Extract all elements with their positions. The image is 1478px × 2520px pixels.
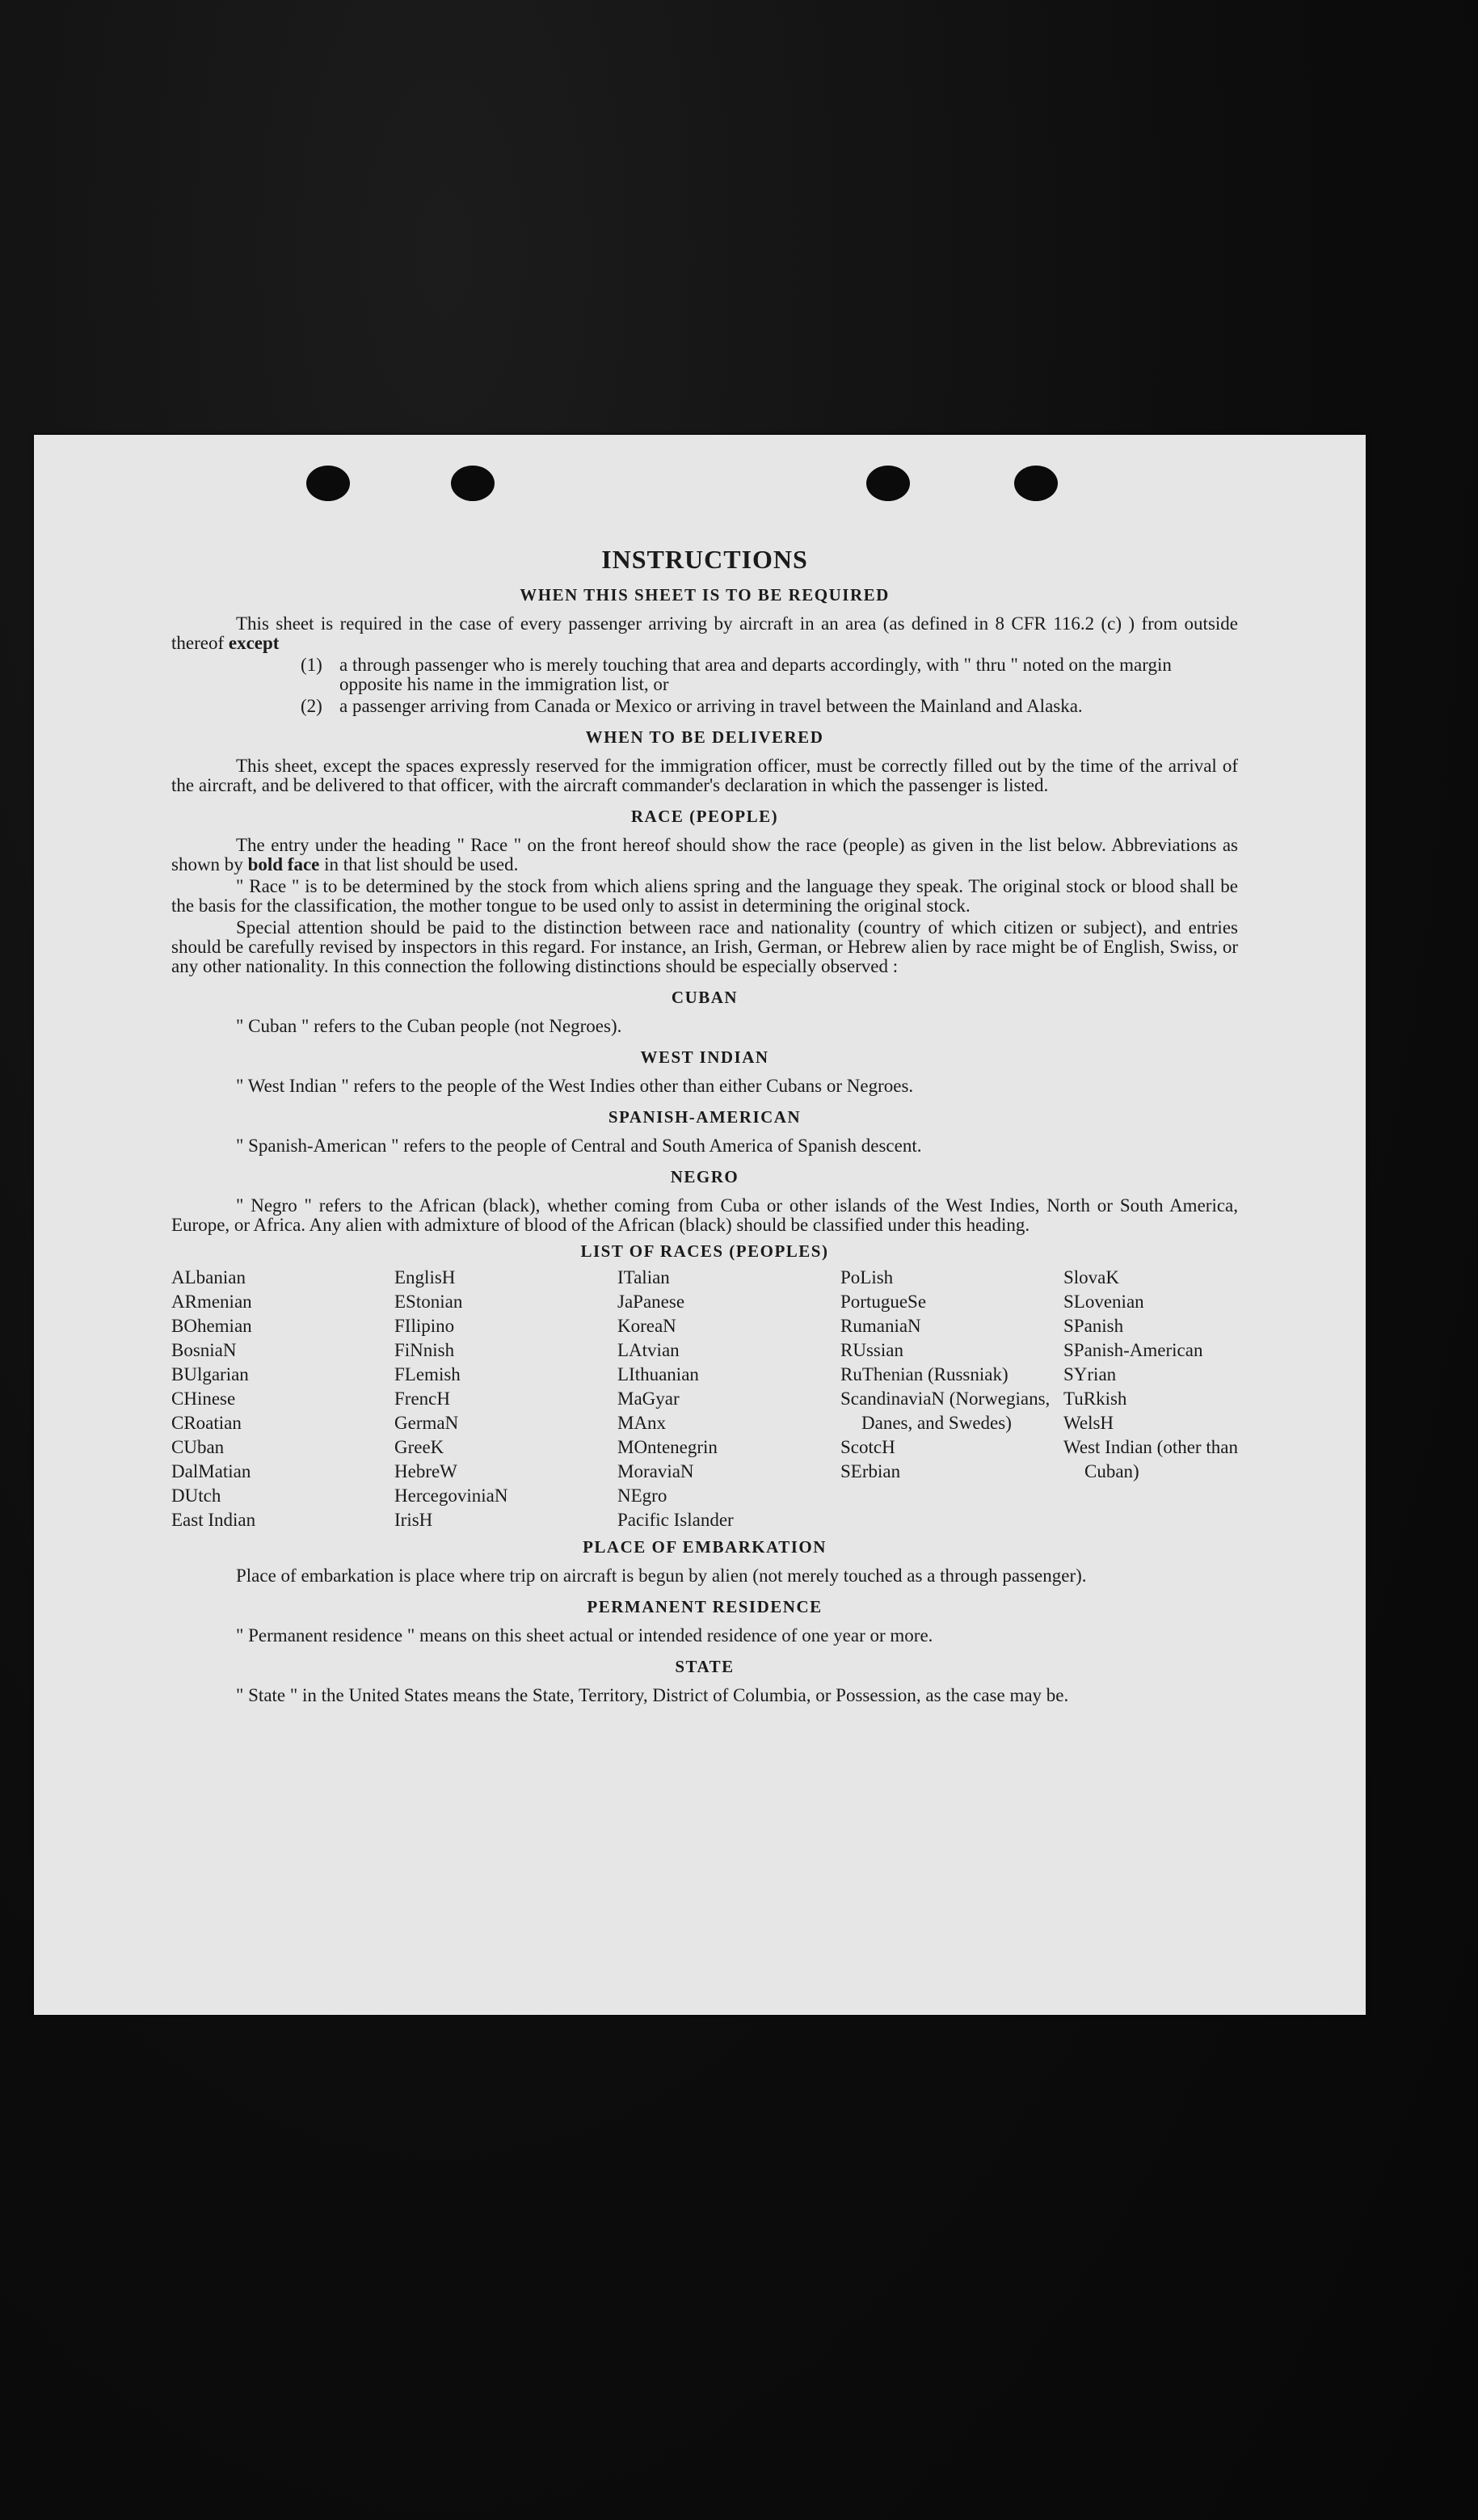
race-entry: BosniaN (171, 1340, 237, 1360)
race-entry: MOntenegrin (617, 1437, 718, 1457)
race-paragraph: " Race " is to be determined by the stock from which aliens spring and the language they speak. The original stock or blood shall be the basis for the classification, the mother tongue to be used only to assist in determining the original stock. (171, 876, 1238, 916)
section-heading-list-of-races: LIST OF RACES (PEOPLES) (580, 1241, 829, 1261)
race-entry: RuThenian (Russniak) (840, 1364, 1008, 1384)
race-paragraph: The entry under the heading " Race " on the front hereof should show the race (people) as given in the list below. Abbreviations as shown by bold face in that list should be used. (171, 835, 1238, 874)
races-table (171, 1266, 1238, 1532)
race-entry: RumaniaN (840, 1316, 921, 1336)
section-heading-delivered: WHEN TO BE DELIVERED (585, 727, 824, 747)
race-entry: ALbanian (171, 1267, 246, 1287)
race-entry: EnglisH (394, 1267, 456, 1287)
race-entry: HercegoviniaN (394, 1485, 508, 1506)
residence-text: " Permanent residence " means on this sheet actual or intended residence of one year or more. (236, 1625, 933, 1646)
section-heading-required: WHEN THIS SHEET IS TO BE REQUIRED (520, 585, 890, 605)
race-entry: MoraviaN (617, 1461, 694, 1481)
races-column (617, 1266, 840, 1532)
race-entry: ScandinaviaN (Norwegians, Danes, and Swedes) (840, 1389, 1051, 1433)
section-heading-embarkation: PLACE OF EMBARKATION (583, 1537, 827, 1557)
section-heading-west-indian: WEST INDIAN (640, 1047, 769, 1067)
race-entry: FIlipino (394, 1316, 455, 1336)
race-entry: TuRkish (1063, 1389, 1127, 1409)
delivered-text: This sheet, except the spaces expressly reserved for the immigration officer, must be correctly filled out by the time of the arrival of the aircraft, and be delivered to that officer, with the aircraft commander's declaration in which the passenger is listed. (171, 756, 1238, 795)
document-body (171, 545, 1238, 1708)
race-entry: SlovaK (1063, 1267, 1119, 1287)
section-heading-spanish-american: SPANISH-AMERICAN (608, 1107, 802, 1127)
race-entry: CHinese (171, 1389, 236, 1409)
race-entry: DUtch (171, 1485, 221, 1506)
west-indian-text: " West Indian " refers to the people of the West Indies other than either Cubans or Negroes. (236, 1076, 914, 1096)
race-entry: SPanish-American (1063, 1340, 1203, 1360)
race-entry: FrencH (394, 1389, 450, 1409)
race-entry: LAtvian (617, 1340, 680, 1360)
punch-hole (1014, 466, 1058, 501)
race-entry: BOhemian (171, 1316, 252, 1336)
race-entry: East Indian (171, 1510, 256, 1530)
punch-hole (451, 466, 495, 501)
race-entry: SErbian (840, 1461, 901, 1481)
spanish-american-text: " Spanish-American " refers to the people of Central and South America of Spanish descent. (236, 1136, 922, 1156)
race-entry: DalMatian (171, 1461, 251, 1481)
state-text: " State " in the United States means the State, Territory, District of Columbia, or Possession, as the case may be. (236, 1685, 1069, 1705)
race-paragraph: Special attention should be paid to the distinction between race and nationality (country of which citizen or subject), and entries should be carefully revised by inspectors in this regard. For instance, an Irish, German, or Hebrew alien by race might be of English, Swiss, or any other nationality. In this connection the following distinctions should be especially observed : (171, 917, 1238, 976)
race-entry: Pacific Islander (617, 1510, 734, 1530)
section-heading-cuban: CUBAN (671, 988, 739, 1007)
race-entry: RUssian (840, 1340, 903, 1360)
race-entry: EStonian (394, 1292, 463, 1312)
race-entry: KoreaN (617, 1316, 676, 1336)
race-entry: SPanish (1063, 1316, 1124, 1336)
race-entry: BUlgarian (171, 1364, 249, 1384)
races-column (171, 1266, 394, 1532)
section-heading-residence: PERMANENT RESIDENCE (587, 1597, 823, 1616)
required-intro: This sheet is required in the case of every passenger arriving by aircraft in an area (as defined in 8 CFR 116.2 (c) ) from outside thereof except (171, 613, 1238, 653)
race-entry: SYrian (1063, 1364, 1117, 1384)
race-entry: WelsH (1063, 1413, 1114, 1433)
race-entry: IrisH (394, 1510, 433, 1530)
race-entry: MAnx (617, 1413, 667, 1433)
race-entry: LIthuanian (617, 1364, 699, 1384)
race-entry: CRoatian (171, 1413, 242, 1433)
race-entry: FiNnish (394, 1340, 455, 1360)
section-heading-race: RACE (PEOPLE) (630, 807, 779, 826)
exception-item: (1) a through passenger who is merely touching that area and departs accordingly, with " thru " noted on the margin opposite his name in the immigration list, or (301, 655, 1172, 694)
race-entry: ScotcH (840, 1437, 895, 1457)
races-column (394, 1266, 617, 1532)
punch-hole (306, 466, 350, 501)
race-entry: PoLish (840, 1267, 894, 1287)
race-entry: MaGyar (617, 1389, 680, 1409)
cuban-text: " Cuban " refers to the Cuban people (not Negroes). (236, 1016, 622, 1036)
races-column (840, 1266, 1063, 1532)
section-heading-negro: NEGRO (670, 1167, 739, 1186)
race-entry: West Indian (other than Cuban) (1063, 1437, 1238, 1481)
races-column (1063, 1266, 1238, 1532)
race-entry: NEgro (617, 1485, 667, 1506)
punch-hole (866, 466, 910, 501)
race-entry: SLovenian (1063, 1292, 1144, 1312)
race-entry: CUban (171, 1437, 225, 1457)
race-entry: PortugueSe (840, 1292, 927, 1312)
exception-item: (2) a passenger arriving from Canada or Mexico or arriving in travel between the Mainland and Alaska. (301, 696, 1083, 716)
negro-text: " Negro " refers to the African (black), whether coming from Cuba or other islands of the West Indies, North or South America, Europe, or Africa. Any alien with admixture of blood of the African (black) should be classified under this heading. (171, 1195, 1238, 1235)
race-entry: FLemish (394, 1364, 461, 1384)
race-entry: HebreW (394, 1461, 457, 1481)
instruction-sheet (34, 435, 1366, 2015)
embarkation-text: Place of embarkation is place where trip on aircraft is begun by alien (not merely touched as a through passenger). (236, 1566, 1087, 1586)
race-entry: JaPanese (617, 1292, 685, 1312)
race-entry: ITalian (617, 1267, 670, 1287)
page-title: INSTRUCTIONS (601, 545, 808, 574)
race-entry: GermaN (394, 1413, 459, 1433)
section-heading-state: STATE (675, 1657, 735, 1676)
race-entry: GreeK (394, 1437, 444, 1457)
race-entry: ARmenian (171, 1292, 252, 1312)
